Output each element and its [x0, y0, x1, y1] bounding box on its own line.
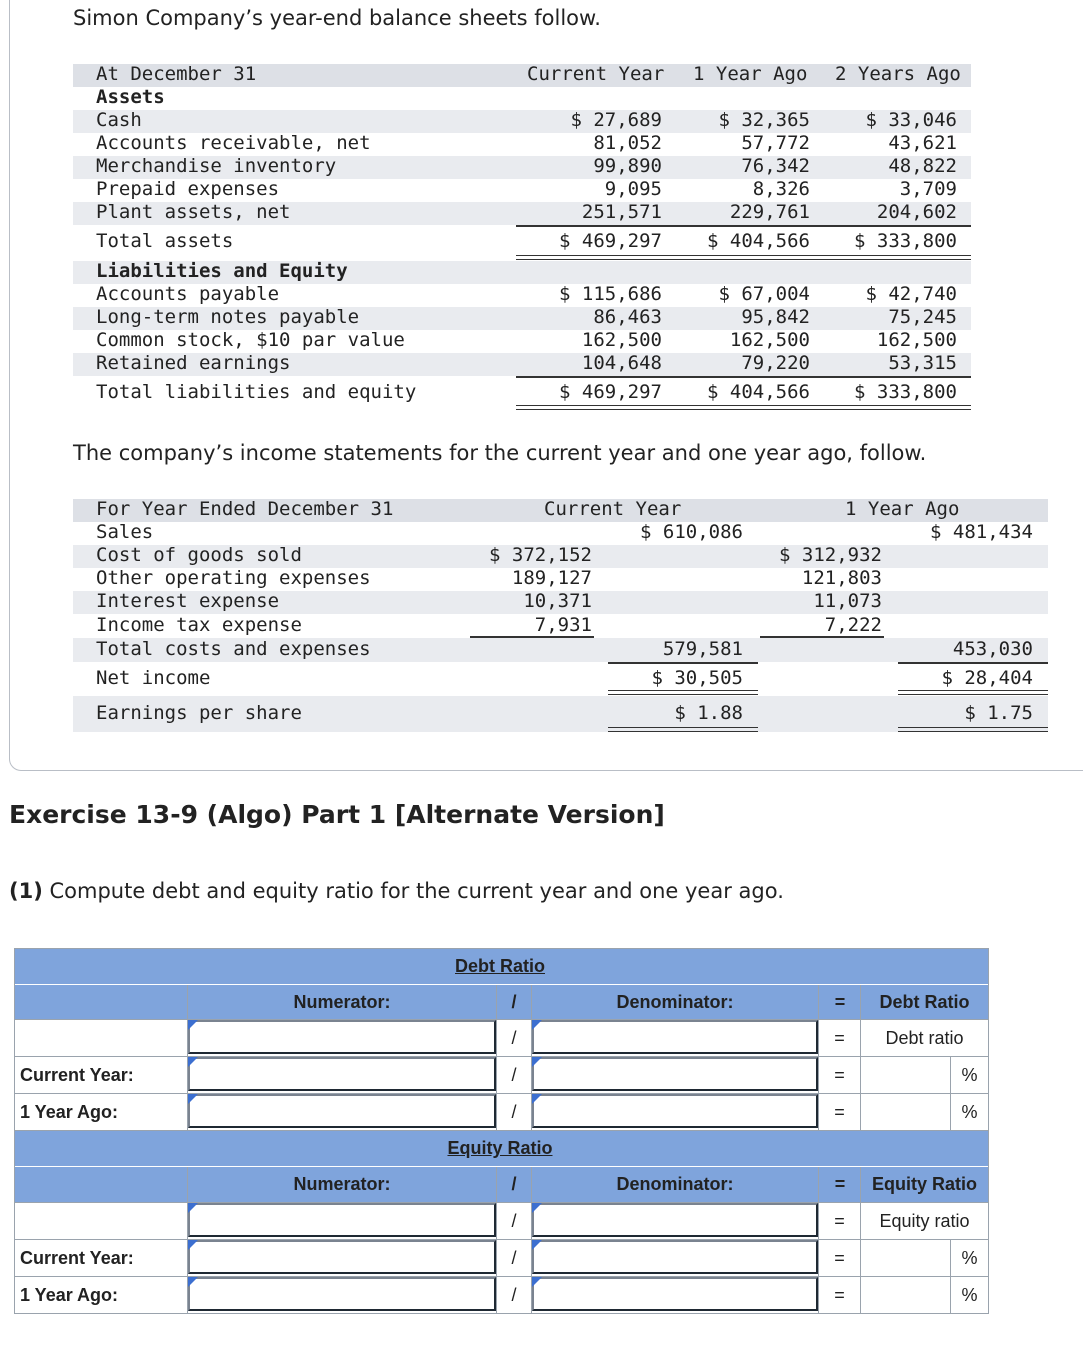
expense-one: $ 312,932	[779, 544, 882, 566]
percent-sign: %	[961, 1101, 978, 1122]
percent-sign: %	[961, 1064, 978, 1085]
bs-row-label: Prepaid expenses	[96, 178, 280, 200]
is-header-current: Current Year	[544, 498, 682, 520]
debt-denominator-header: Denominator:	[616, 991, 734, 1012]
equity-ratio-header: Equity Ratio	[871, 1174, 977, 1194]
total-assets-one: $ 404,566	[707, 230, 810, 252]
debt-equals: =	[834, 1101, 845, 1122]
bs-liab-current: $ 115,686	[559, 283, 662, 305]
equity-current-denominator-input[interactable]	[532, 1240, 818, 1274]
bs-row-two: 3,709	[899, 178, 957, 200]
debt-row-ago-label: 1 Year Ago:	[20, 1101, 119, 1122]
bs-header-one-year: 1 Year Ago	[693, 63, 808, 85]
total-costs-one: 453,030	[952, 638, 1033, 660]
equity-current-numerator-input[interactable]	[188, 1240, 496, 1274]
bs-header-label: At December 31	[96, 63, 257, 85]
debt-ratio-sublabel: Debt ratio	[885, 1027, 964, 1048]
bs-liab-label: Common stock, $10 par value	[96, 329, 405, 351]
equity-denominator-header: Denominator:	[616, 1174, 734, 1194]
debt-row-current-label: Current Year:	[20, 1064, 134, 1085]
bs-row-current: $ 27,689	[570, 109, 662, 131]
debt-current-numerator-input[interactable]	[188, 1057, 496, 1091]
equity-denominator-input[interactable]	[532, 1203, 818, 1237]
expense-label: Cost of goods sold	[96, 544, 302, 566]
debt-slash: /	[511, 1101, 517, 1122]
bs-liab-one: 79,220	[741, 352, 810, 374]
total-liab-two: $ 333,800	[854, 381, 957, 403]
bs-liab-label: Accounts payable	[96, 283, 280, 305]
expense-one: 7,222	[824, 614, 882, 636]
equity-slash: /	[511, 1284, 517, 1305]
sales-current: $ 610,086	[640, 521, 743, 543]
debt-slash: /	[511, 1027, 517, 1048]
debt-current-denominator-input[interactable]	[532, 1057, 818, 1091]
bs-row-current: 9,095	[604, 178, 662, 200]
bs-liab-two: 162,500	[876, 329, 957, 351]
equity-ago-denominator-input[interactable]	[532, 1277, 818, 1311]
bs-row-current: 81,052	[593, 132, 662, 154]
debt-equals: =	[834, 1064, 845, 1085]
eps-label: Earnings per share	[96, 702, 302, 724]
net-income-label: Net income	[96, 667, 211, 689]
bs-row-two: $ 33,046	[865, 109, 957, 131]
debt-equals-header: =	[834, 991, 846, 1012]
total-assets-label: Total assets	[96, 230, 234, 252]
is-header-one: 1 Year Ago	[845, 498, 960, 520]
bs-row-one: 57,772	[741, 132, 810, 154]
equity-equals: =	[834, 1210, 845, 1231]
equity-ratio-sublabel: Equity ratio	[879, 1210, 970, 1231]
bs-row-two: 43,621	[888, 132, 957, 154]
expense-one: 11,073	[813, 590, 882, 612]
question-text	[9, 879, 784, 903]
equity-slash: /	[511, 1210, 517, 1231]
debt-equals: =	[834, 1027, 845, 1048]
debt-slash: /	[511, 1064, 517, 1085]
bs-row-label: Merchandise inventory	[96, 155, 337, 177]
question-body: Compute debt and equity ratio for the current year and one year ago.	[42, 879, 784, 903]
balance-sheet-intro: Simon Company’s year-end balance sheets follow.	[73, 6, 601, 30]
expense-label: Other operating expenses	[96, 567, 371, 589]
sales-label: Sales	[96, 521, 154, 543]
equity-slash: /	[511, 1247, 517, 1268]
expense-current: 189,127	[511, 567, 592, 589]
total-assets-current: $ 469,297	[559, 230, 662, 252]
bs-liab-two: 75,245	[888, 306, 957, 328]
equity-ago-numerator-input[interactable]	[188, 1277, 496, 1311]
percent-sign: %	[961, 1247, 978, 1268]
bs-row-two: 204,602	[876, 201, 957, 223]
debt-denominator-input[interactable]	[532, 1020, 818, 1054]
bs-row-two: 48,822	[888, 155, 957, 177]
bs-row-one: 76,342	[741, 155, 810, 177]
percent-sign: %	[961, 1284, 978, 1305]
equity-equals: =	[834, 1247, 845, 1268]
debt-ago-numerator-input[interactable]	[188, 1094, 496, 1128]
bs-row-label: Plant assets, net	[96, 201, 291, 223]
total-liab-label: Total liabilities and equity	[96, 381, 417, 403]
expense-label: Interest expense	[96, 590, 280, 612]
equity-ratio-title: Equity Ratio	[447, 1138, 553, 1158]
bs-liab-current: 162,500	[581, 329, 662, 351]
bs-liab-label: Long-term notes payable	[96, 306, 360, 328]
total-liab-one: $ 404,566	[707, 381, 810, 403]
expense-current: 10,371	[523, 590, 592, 612]
total-costs-label: Total costs and expenses	[96, 638, 371, 660]
equity-row-current-label: Current Year:	[20, 1247, 134, 1268]
sales-one: $ 481,434	[930, 521, 1033, 543]
debt-numerator-input[interactable]	[188, 1020, 496, 1054]
debt-ago-denominator-input[interactable]	[532, 1094, 818, 1128]
bs-row-label: Cash	[96, 109, 142, 131]
bs-row-one: 8,326	[752, 178, 810, 200]
question-number: (1)	[9, 879, 43, 903]
eps-current: $ 1.88	[674, 702, 743, 724]
exercise-title: Exercise 13-9 (Algo) Part 1 [Alternate Version]	[9, 800, 665, 829]
bs-liab-label: Retained earnings	[96, 352, 291, 374]
total-costs-current: 579,581	[662, 638, 743, 660]
bs-liab-current: 104,648	[581, 352, 662, 374]
liabilities-heading: Liabilities and Equity	[96, 260, 348, 282]
bs-liab-current: 86,463	[593, 306, 662, 328]
total-assets-two: $ 333,800	[854, 230, 957, 252]
assets-heading: Assets	[96, 86, 165, 108]
bs-liab-one: $ 67,004	[718, 283, 810, 305]
debt-slash-header: /	[511, 991, 517, 1012]
is-header-label: For Year Ended December 31	[96, 498, 394, 520]
eps-one: $ 1.75	[964, 702, 1033, 724]
equity-equals: =	[834, 1284, 845, 1305]
equity-row-ago-label: 1 Year Ago:	[20, 1284, 119, 1305]
equity-equals-header: =	[834, 1174, 846, 1194]
debt-numerator-header: Numerator:	[293, 991, 391, 1012]
expense-current: 7,931	[534, 614, 592, 636]
equity-numerator-header: Numerator:	[293, 1174, 391, 1194]
total-liab-current: $ 469,297	[559, 381, 662, 403]
bs-row-label: Accounts receivable, net	[96, 132, 371, 154]
debt-ratio-header: Debt Ratio	[879, 991, 970, 1012]
bs-liab-one: 162,500	[729, 329, 810, 351]
bs-row-current: 251,571	[581, 201, 662, 223]
bs-liab-two: $ 42,740	[865, 283, 957, 305]
equity-numerator-input[interactable]	[188, 1203, 496, 1237]
bs-row-one: 229,761	[729, 201, 810, 223]
debt-ratio-title: Debt Ratio	[455, 956, 545, 976]
income-statement-intro: The company’s income statements for the current year and one year ago, follow.	[73, 441, 927, 465]
bs-header-two-years: 2 Years Ago	[835, 63, 961, 85]
bs-liab-two: 53,315	[888, 352, 957, 374]
expense-current: $ 372,152	[489, 544, 592, 566]
net-income-one: $ 28,404	[941, 667, 1033, 689]
net-income-current: $ 30,505	[651, 667, 743, 689]
expense-one: 121,803	[801, 567, 882, 589]
bs-row-one: $ 32,365	[718, 109, 810, 131]
bs-header-current: Current Year	[527, 63, 665, 85]
bs-liab-one: 95,842	[741, 306, 810, 328]
bs-row-current: 99,890	[593, 155, 662, 177]
equity-slash-header: /	[511, 1174, 517, 1194]
expense-label: Income tax expense	[96, 614, 302, 636]
